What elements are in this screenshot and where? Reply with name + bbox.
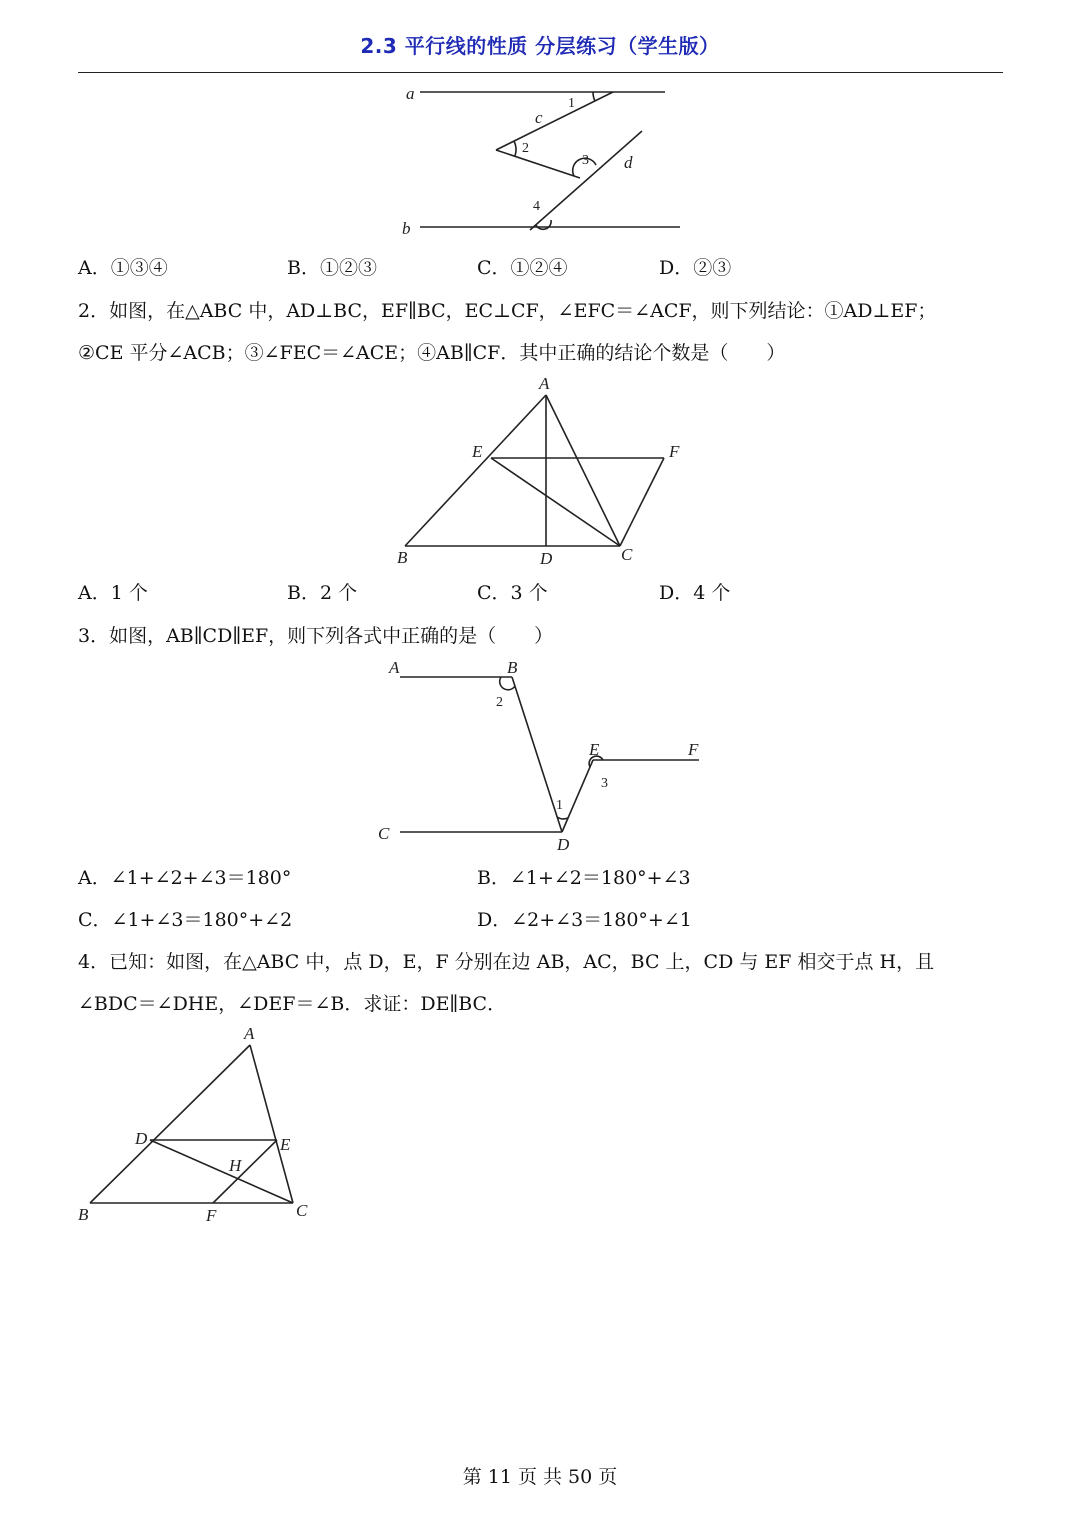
q3-label-F: F (688, 740, 699, 759)
q3-option-b[interactable]: B．∠1+∠2＝180°+∠3 (477, 867, 691, 889)
q2-figure (395, 375, 695, 575)
q1-line-d (530, 131, 642, 230)
q4-side-ab (90, 1045, 250, 1203)
q3-label-2: 2 (496, 695, 503, 710)
q2-label-B: B (397, 548, 408, 567)
q2-option-a[interactable]: A．1 个 (78, 582, 148, 604)
q4-label-E: E (280, 1135, 291, 1154)
q3-label-B: B (507, 658, 518, 677)
q1-label-d: d (624, 153, 633, 172)
q4-label-C: C (296, 1201, 308, 1220)
q2-label-D: D (540, 549, 553, 568)
q2-side-ac (546, 395, 620, 546)
q4-label-F: F (206, 1206, 217, 1225)
q4-label-H: H (229, 1156, 242, 1175)
q2-stem-line-1: 2．如图，在△ABC 中，AD⊥BC，EF∥BC，EC⊥CF，∠EFC＝∠ACF，则下列结论：①AD⊥EF； (78, 300, 937, 322)
q2-option-d[interactable]: D．4 个 (659, 582, 731, 604)
q2-segment-ec (491, 458, 620, 546)
q4-label-B: B (78, 1205, 89, 1224)
q3-figure (375, 655, 715, 855)
q3-label-E: E (589, 740, 600, 759)
q2-option-b[interactable]: B．2 个 (287, 582, 358, 604)
q2-option-c[interactable]: C．3 个 (477, 582, 548, 604)
q1-label-2: 2 (522, 141, 529, 156)
q1-angle-arc-4 (536, 220, 551, 229)
q2-label-F: F (669, 442, 680, 461)
q1-label-b: b (402, 219, 411, 238)
q4-stem-line-1: 4．已知：如图，在△ABC 中，点 D，E，F 分别在边 AB，AC，BC 上，CD 与 EF 相交于点 H，且 (78, 951, 935, 973)
q3-label-3: 3 (601, 776, 608, 791)
q1-label-1: 1 (568, 96, 575, 111)
q1-angle-arc-2 (514, 141, 516, 156)
q2-segment-cf (620, 458, 664, 546)
q2-label-C: C (621, 545, 633, 564)
q1-label-4: 4 (533, 199, 540, 214)
q1-label-c: c (535, 108, 543, 127)
q1-option-c[interactable]: C．①②④ (477, 257, 568, 279)
q2-label-A: A (539, 374, 550, 393)
q3-option-c[interactable]: C．∠1+∠3＝180°+∠2 (78, 909, 293, 931)
q4-stem-line-2: ∠BDC＝∠DHE，∠DEF＝∠B．求证：DE∥BC． (78, 993, 507, 1015)
q3-label-C: C (378, 824, 390, 843)
q3-label-D: D (557, 835, 570, 854)
page-header-title: 2.3 平行线的性质 分层练习（学生版） (360, 34, 720, 58)
q3-angle-arc-1 (557, 817, 568, 819)
q1-angle-arc-1 (593, 92, 595, 101)
q3-label-A: A (389, 658, 400, 677)
q1-option-d[interactable]: D．②③ (659, 257, 732, 279)
q3-option-a[interactable]: A．∠1+∠2+∠3＝180° (78, 867, 292, 889)
q4-side-ac (250, 1045, 293, 1203)
q2-side-ab (405, 395, 546, 546)
header-divider (78, 72, 1003, 73)
page-footer-number: 第 11 页 共 50 页 (462, 1466, 618, 1488)
q1-label-a: a (406, 84, 415, 103)
q3-segment-de (562, 760, 593, 832)
q3-segment-bd (512, 677, 562, 832)
q1-option-a[interactable]: A．①③④ (78, 257, 168, 279)
q4-label-A: A (244, 1024, 255, 1043)
q2-label-E: E (472, 442, 483, 461)
q3-stem-line-1: 3．如图，AB∥CD∥EF，则下列各式中正确的是（ ） (78, 625, 554, 647)
q4-label-D: D (135, 1129, 148, 1148)
q3-label-1: 1 (556, 798, 563, 813)
q1-figure (390, 80, 690, 240)
q3-option-d[interactable]: D．∠2+∠3＝180°+∠1 (477, 909, 692, 931)
q1-option-b[interactable]: B．①②③ (287, 257, 377, 279)
q2-stem-line-2: ②CE 平分∠ACB；③∠FEC＝∠ACE；④AB∥CF．其中正确的结论个数是（ ） (78, 342, 786, 364)
q1-segment-2-3 (496, 150, 580, 178)
q1-label-3: 3 (582, 153, 589, 168)
q4-figure (75, 1020, 325, 1230)
